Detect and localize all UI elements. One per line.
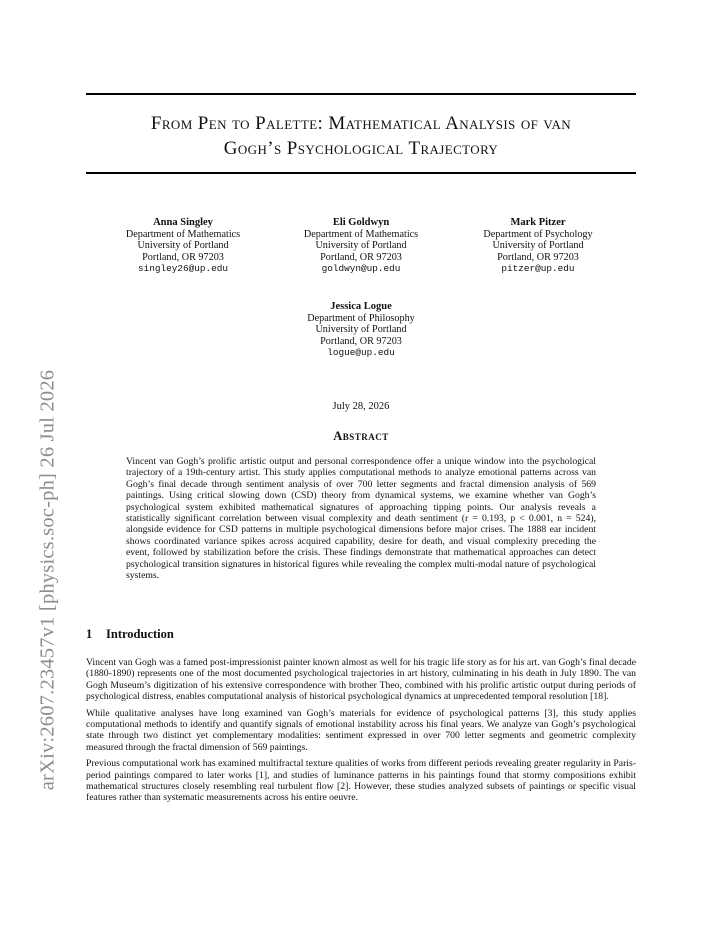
author-univ: University of Portland xyxy=(315,324,407,336)
author-name: Mark Pitzer xyxy=(510,217,566,228)
author-dept: Department of Psychology xyxy=(483,228,593,240)
author-2 xyxy=(271,217,451,275)
title-rule-bottom xyxy=(86,172,636,174)
section-title: Introduction xyxy=(106,627,174,641)
author-email[interactable]: singley26@up.edu xyxy=(137,263,228,275)
author-1 xyxy=(93,217,273,275)
title-line-1: From Pen to Palette: Mathematical Analysis of van xyxy=(150,113,572,134)
author-name: Eli Goldwyn xyxy=(332,217,390,228)
arxiv-sidebar xyxy=(30,300,66,860)
section-heading xyxy=(86,627,174,642)
paper-title xyxy=(86,111,636,161)
author-name: Anna Singley xyxy=(153,217,213,228)
author-dept: Department of Mathematics xyxy=(303,228,419,240)
author-city: Portland, OR 97203 xyxy=(497,251,579,263)
title-rule-top xyxy=(86,93,636,95)
section-body xyxy=(86,657,636,809)
author-univ: University of Portland xyxy=(492,240,584,252)
title-line-2: Gogh’s Psychological Trajectory xyxy=(223,138,499,159)
author-email[interactable]: goldwyn@up.edu xyxy=(321,263,401,275)
author-3 xyxy=(448,217,628,275)
paragraph: Previous computational work has examined multifractal texture qualities of works from different periods revealing greater regularity in Paris-period paintings compared to later works [1], and studies of luminance patterns in his paintings found that stormy compositions exhibit mathematical structures closely resembling real turbulent flow [2]. However, these studies analyzed subsets of paintings or specific visual features rather than systematic measurements across his entire oeuvre. xyxy=(86,758,636,804)
author-dept: Department of Philosophy xyxy=(307,312,415,324)
author-dept: Department of Mathematics xyxy=(125,228,241,240)
author-email[interactable]: pitzer@up.edu xyxy=(501,263,575,275)
section-number: 1 xyxy=(86,627,93,641)
author-univ: University of Portland xyxy=(315,240,407,252)
author-city: Portland, OR 97203 xyxy=(142,251,224,263)
author-email[interactable]: logue@up.edu xyxy=(327,347,395,359)
author-name: Jessica Logue xyxy=(330,301,392,312)
paragraph: Vincent van Gogh was a famed post-impressionist painter known almost as well for his tragic life story as for his art. van Gogh’s final decade (1880-1890) represents one of the most documented psychological trajectories in art history, culminating in his death in July 1890. The van Gogh Museum’s digitization of his extensive correspondence with brother Theo, combined with his prolific artistic output during periods of psychological distress, enables computational analysis of historical psychological dynamics at unprecedented temporal resolution [18]. xyxy=(86,657,636,702)
paper-date: July 28, 2026 xyxy=(332,401,390,412)
abstract-heading: Abstract xyxy=(333,429,389,443)
author-city: Portland, OR 97203 xyxy=(320,335,402,347)
author-city: Portland, OR 97203 xyxy=(320,251,402,263)
abstract-text: Vincent van Gogh’s prolific artistic output and personal correspondence offer a unique window into the psychological trajectory of a 19th-century artist. This study applies computational methods to analyze emotional patterns across van Gogh’s final decade through sentiment analysis of over 700 letter segments and fractal dimension analysis of 569 paintings. Using critical slowing down (CSD) theory from dynamical systems, we examine whether van Gogh’s psychological system exhibited mathematical signatures of approaching tipping points. Our analysis reveals a statistically significant correlation between visual complexity and death sentiment (r = 0.193, p < 0.001, n = 524), alongside evidence for CSD patterns in multiple psychological dimensions before major crises. The 1888 ear incident shows coordinated variance spikes across acquired capability, desire for death, and visual complexity preceding the event, followed by stabilization before the crisis. These findings demonstrate that mathematical approaches can detect psychological transition signatures in historical figures while revealing the complex multi-modal nature of psychological systems. xyxy=(126,456,596,582)
arxiv-id: arXiv:2607.23457v1 [physics.soc-ph] 26 Jul 2026 xyxy=(36,369,59,791)
author-univ: University of Portland xyxy=(137,240,229,252)
paragraph: While qualitative analyses have long examined van Gogh’s materials for evidence of psychological patterns [3], this study applies computational methods to identify and quantify signals of emotional instability across his final years. We analyze van Gogh’s psychological state through two distinct yet complementary modalities: sentiment expressed in over 700 letter segments and geometric complexity measured through the fractal dimension of 569 paintings. xyxy=(86,707,636,753)
author-4 xyxy=(271,301,451,359)
